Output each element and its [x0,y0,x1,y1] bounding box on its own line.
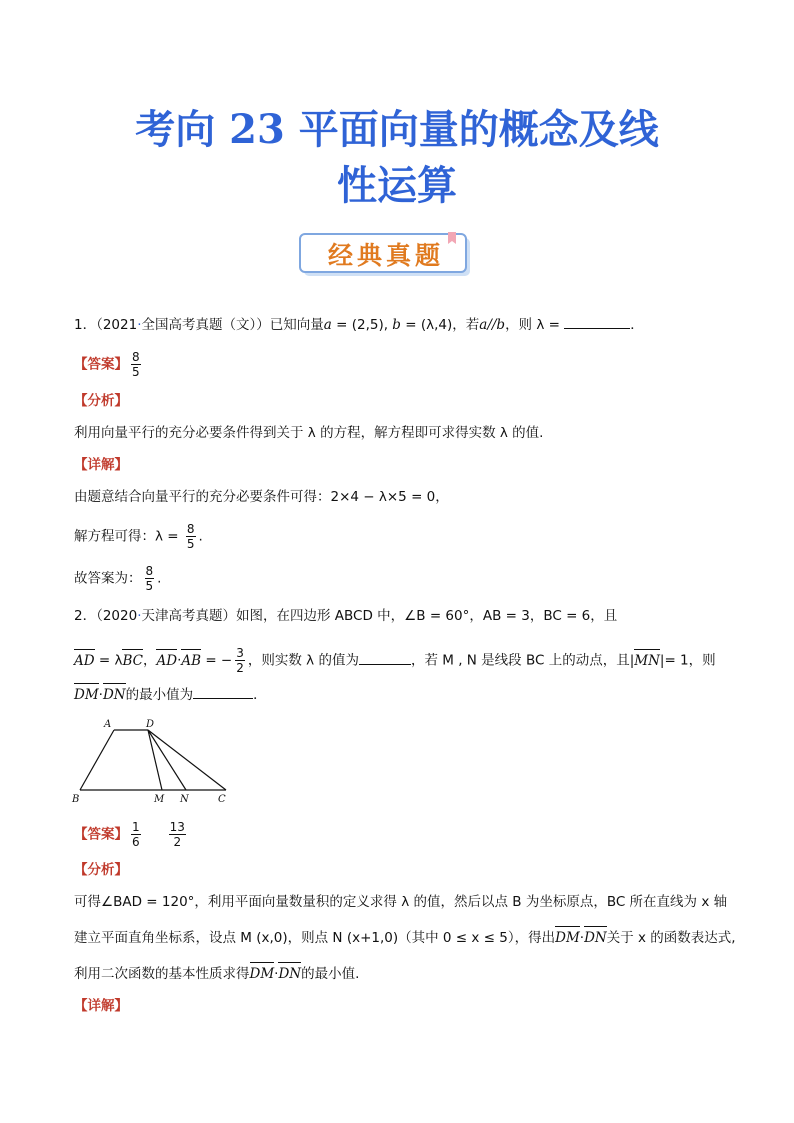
q2-answer-fraction-1 [131,820,141,849]
q2-an3-text-b: 的最小值. [301,966,360,982]
q2-answer-label: 【答案】 [74,826,128,843]
q1-vec-b: b [392,317,401,333]
q2-an2-text-a: 建立平面直角坐标系，设点 M (x,0)，则点 N (x+1,0)（其中 0 ≤ x ≤ 5），得出 [74,930,556,946]
q2-answer-fraction-2 [169,820,186,849]
q2-blank-2 [193,684,253,699]
fig-label-d: D [146,719,155,730]
q1-analysis-label [74,391,128,411]
fig-label-n: N [180,794,189,805]
q1-answer-blank [564,314,630,329]
q2-an3-vec-dn: DN [278,966,302,982]
q2-detail-label-text: 【详解】 [74,998,128,1014]
page-title-line2: 性运算 [337,162,457,209]
q1-eq-b: = (λ,4) [400,317,453,333]
q1-detail3-fraction [145,564,155,593]
q2-vec-ad: AD [74,652,95,669]
q1-detail2-fraction [186,522,196,551]
q1-detail-label [74,455,128,475]
q2-text-end: ． [253,687,267,703]
q2-ans2-den: 2 [173,835,182,849]
q2-analysis-line3 [74,964,359,984]
q1-answer [74,350,144,379]
q2-eq: = λ [94,652,123,669]
q2-analysis-line1: 可得∠BAD = 120°，利用平面向量数量积的定义求得 λ 的值，然后以点 B 为坐标原点，BC 所在直线为 x 轴 [74,894,728,910]
q2-an2-text-b: 关于 x 的函数表达式, [606,930,736,946]
q2-analysis-label [74,860,128,880]
q2-analysis-line2 [74,928,736,948]
q1-text-end: ． [630,317,644,333]
q2-ans1-num: 1 [132,820,140,834]
q2-frac-den: 2 [236,661,244,675]
q1-vec-a: a [323,317,332,333]
q2-an3-text-a: 利用二次函数的基本性质求得 [74,966,250,982]
banner-label: 经典真题 [327,241,444,270]
q2-source-dot: · [137,608,142,624]
q2-frac-num: 3 [236,646,244,660]
q1-number: 1． [74,317,97,333]
q1-source-year: （2021 [96,317,138,333]
q1-source-name: 全国高考真题（文）） [141,317,270,333]
q1-detail-line1: 由题意结合向量平行的充分必要条件可得：2×4 − λ×5 = 0， [74,489,449,505]
q2-vec-mn: MN [634,652,660,669]
q2-answer [74,820,189,849]
q1-answer-num: 8 [132,350,140,364]
fig-label-b: B [72,794,80,805]
q2-analysis-label-text: 【分析】 [74,862,128,878]
q2-vec-bc: BC [122,652,143,669]
q2-stem-line3 [74,684,267,705]
q2-detail-label [74,996,128,1016]
q2-comma: ， [142,652,157,669]
quadrilateral-figure [68,718,238,810]
q1-detail3-end: . [157,570,162,587]
q2-text5: 的最小值为 [125,687,194,703]
q1-answer-den: 5 [132,365,140,379]
q1-detail2-end: . [198,528,203,545]
q1-detail-line3 [74,564,161,593]
classic-questions-banner [298,232,474,280]
q2-blank-1 [359,650,411,665]
q1-detail3-den: 5 [145,579,154,593]
q1-source-dot: · [137,317,142,333]
q2-an3-dot: · [274,966,279,982]
q1-stem [74,314,644,335]
q1-detail2-den: 5 [186,537,195,551]
q1-analysis-label-text: 【分析】 [74,393,128,409]
q2-ans1-den: 6 [132,835,140,849]
q1-answer-fraction [131,350,141,379]
q2-stem-line1 [74,606,617,626]
q2-vec-dm: DM [74,687,99,703]
q1-detail-label-text: 【详解】 [74,457,128,473]
q1-detail3-text: 故答案为： [74,570,142,587]
q1-detail2-num: 8 [186,522,195,536]
q1-parallel: a//b [479,317,506,333]
q2-number: 2． [74,608,97,624]
q1-eq-a: = (2,5), [331,317,393,333]
q1-analysis: 利用向量平行的充分必要条件得到关于 λ 的方程，解方程即可求得实数 λ 的值. [74,425,544,441]
q2-fraction [235,646,245,675]
q2-text2: ，则实数 λ 的值为 [247,652,359,669]
q2-text4: |= 1，则 [659,652,716,669]
q2-an2-dot: · [579,930,585,946]
q2-eq2: = − [201,652,233,669]
q1-detail3-num: 8 [145,564,154,578]
fig-label-m: M [154,794,165,805]
fig-label-a: A [104,719,112,730]
q1-text-c: ，则 λ = [505,317,565,333]
q1-detail-line2 [74,522,203,551]
fig-label-c: C [218,794,226,805]
q2-ans2-num: 13 [169,820,185,834]
q2-source-name: 天津高考真题） [141,608,236,624]
q2-source-year: （2020 [96,608,138,624]
q2-dot: · [177,652,182,669]
q1-detail2-text: 解方程可得：λ = [74,528,183,545]
q2-vec-dn: DN [102,687,126,703]
q2-text1: 如图，在四边形 ABCD 中，∠B = 60°，AB = 3，BC = 6，且 [236,608,618,624]
q2-an2-vec-dn: DN [584,930,607,946]
q2-text3: ，若 M , N 是线段 BC 上的动点，且| [410,652,635,669]
q2-stem-line2 [74,646,716,675]
q1-text-b: ，若 [452,317,480,333]
q1-text-a: 已知向量 [269,317,324,333]
q2-vec-ad2: AD [156,652,178,669]
q2-dot2: · [98,687,103,703]
q1-answer-label: 【答案】 [74,356,128,373]
q2-vec-ab: AB [181,652,202,669]
q2-an2-vec-dm: DM [555,930,580,946]
q2-an3-vec-dm: DM [249,966,275,982]
page-title-line1: 考向 23 平面向量的概念及线 [135,106,659,153]
